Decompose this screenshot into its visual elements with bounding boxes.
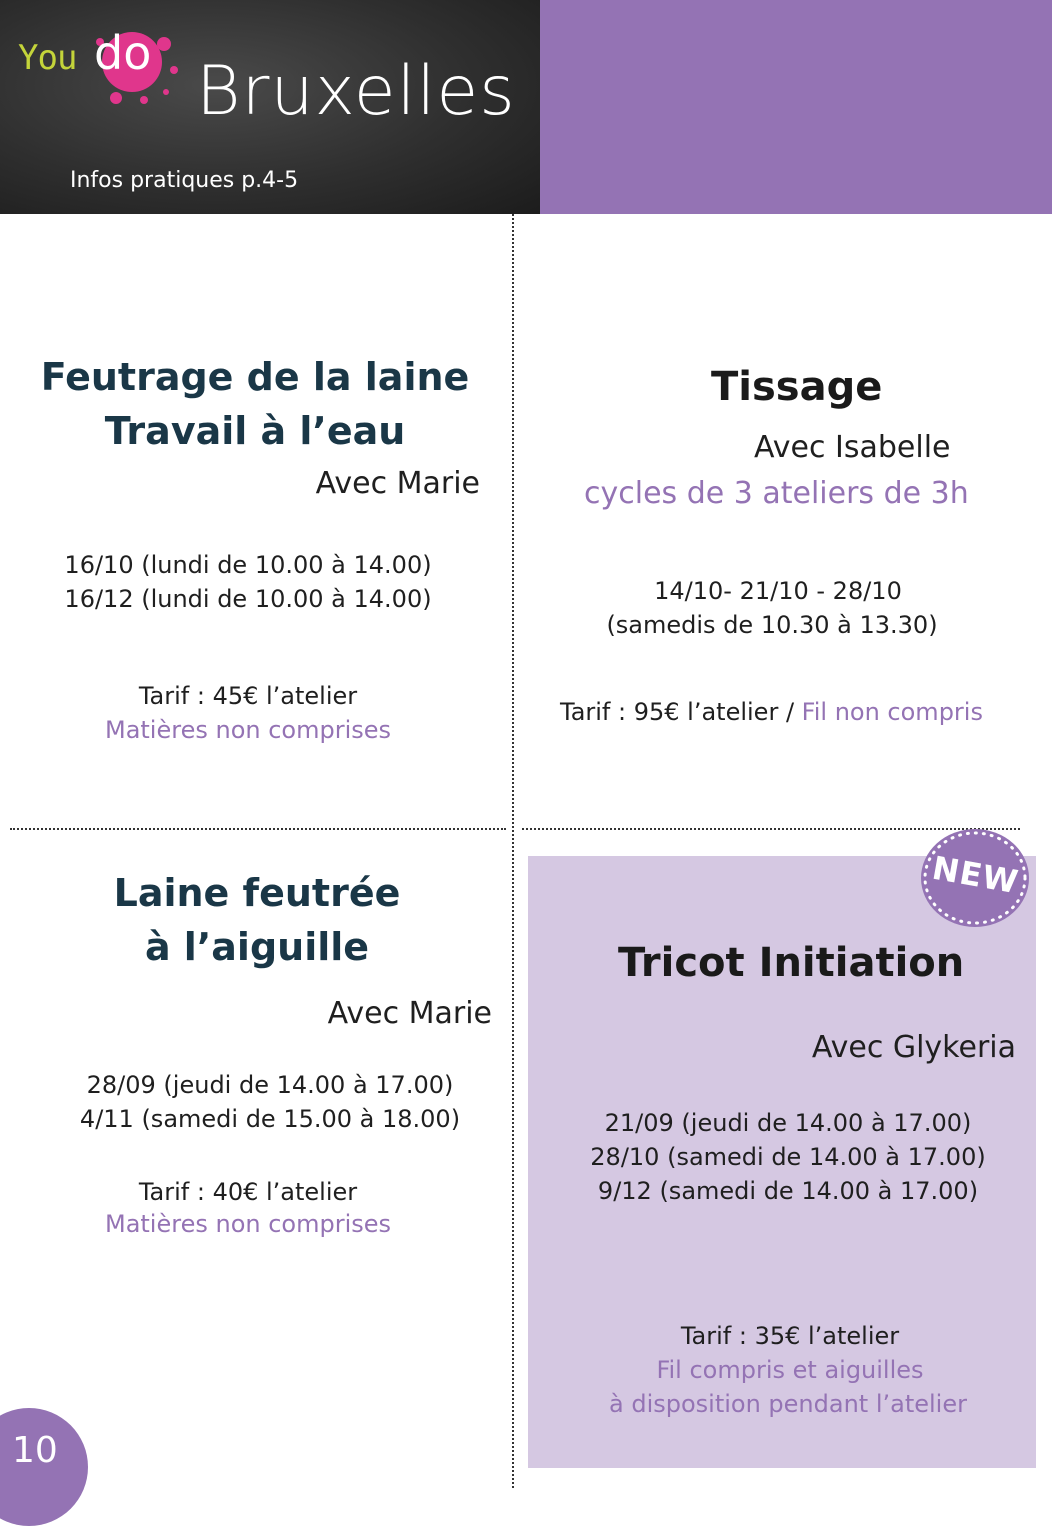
workshop-date: 14/10- 21/10 - 28/10 [654,577,902,605]
workshop-title-line2: Travail à l’eau [104,409,406,453]
page-title: Bruxelles [196,52,516,131]
workshop-date: 4/11 (samedi de 15.00 à 18.00) [79,1105,461,1133]
workshop-instructor: Avec Marie [327,996,492,1031]
workshop-note: Matières non comprises [104,1210,392,1238]
workshop-title-line1: Feutrage de la laine [40,355,470,399]
workshop-price: Tarif : 40€ l’atelier [138,1178,358,1206]
workshop-price [560,698,983,726]
workshop-note-line1: Fil compris et aiguilles [656,1356,924,1384]
workshop-date: 16/12 (lundi de 10.00 à 14.00) [64,585,432,613]
horizontal-divider-left [10,828,506,830]
logo-do-text: do [94,26,152,80]
workshop-note-line2: à disposition pendant l’atelier [609,1390,967,1418]
vertical-divider [512,214,514,1488]
workshop-price-text: Tarif : 95€ l’atelier / [560,698,795,726]
header-purple-banner [540,0,1052,214]
workshop-note: Fil non compris [801,698,983,726]
workshop-price: Tarif : 35€ l’atelier [680,1322,900,1350]
logo-you-text: You [18,38,77,78]
workshop-date: (samedis de 10.30 à 13.30) [606,611,938,639]
workshop-instructor: Avec Isabelle [754,430,951,465]
workshop-title-line2: à l’aiguille [144,925,370,969]
workshop-price: Tarif : 45€ l’atelier [138,682,358,710]
workshop-instructor: Avec Marie [315,466,480,501]
workshop-date: 16/10 (lundi de 10.00 à 14.00) [64,551,432,579]
page-number: 10 [12,1430,58,1471]
workshop-instructor: Avec Glykeria [811,1030,1016,1065]
workshop-title-line1: Laine feutrée [113,871,401,915]
workshop-title: Tissage [711,364,883,410]
workshop-date: 28/09 (jeudi de 14.00 à 17.00) [86,1071,454,1099]
workshop-subtitle: cycles de 3 ateliers de 3h [584,476,969,511]
practical-info-link: Infos pratiques p.4-5 [70,168,299,193]
new-badge-label: NEW [929,848,1022,902]
youdo-logo [16,22,176,112]
workshop-date: 28/10 (samedi de 14.00 à 17.00) [590,1143,986,1171]
workshop-date: 21/09 (jeudi de 14.00 à 17.00) [604,1109,972,1137]
workshop-note: Matières non comprises [104,716,392,744]
workshop-title: Tricot Initiation [618,940,965,986]
workshop-date: 9/12 (samedi de 14.00 à 17.00) [597,1177,979,1205]
